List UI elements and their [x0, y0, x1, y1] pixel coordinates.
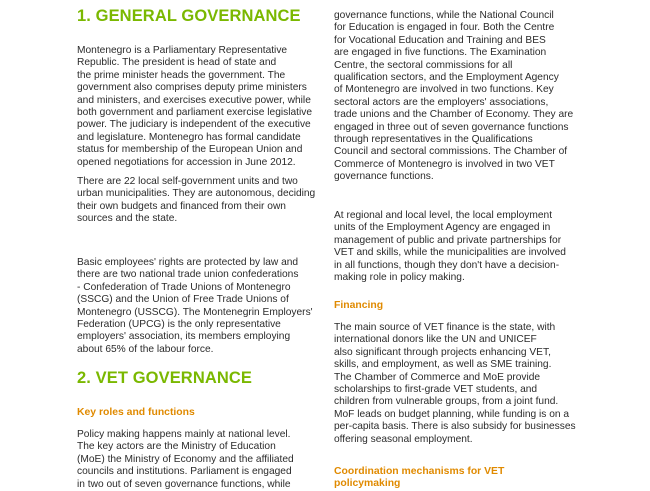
section-heading-vet-governance: 2. VET GOVERNANCE	[77, 369, 252, 387]
text-line: opened negotiations for accession in June 2012.	[77, 156, 296, 168]
text-line: VET and skills, while the municipalities are involved	[334, 247, 566, 259]
paragraph-social-partners	[77, 257, 313, 356]
text-line: sectoral actors are the employers' associations,	[334, 96, 549, 108]
text-line: The key actors are the Ministry of Education	[77, 441, 276, 453]
text-line: making role in policy making.	[334, 272, 465, 284]
text-line: for Vocational Education and Training and BES	[334, 34, 546, 46]
section-heading-general-governance: 1. GENERAL GOVERNANCE	[77, 7, 301, 25]
subheading-coordination	[334, 466, 504, 491]
text-line: about 65% of the labour force.	[77, 343, 214, 355]
text-line: through representatives in the Qualifications	[334, 134, 533, 146]
text-line: (SSCG) and the Union of Free Trade Unions of	[77, 294, 289, 306]
text-line: trade unions and the Chamber of Economy. They are	[334, 109, 574, 121]
paragraph-regional-local	[334, 210, 566, 284]
text-line: per-capita basis. There is also subsidy for businesses	[334, 421, 576, 433]
text-line: the prime minister heads the government. The	[77, 69, 286, 81]
text-line: Montenegro is a Parliamentary Representative	[77, 45, 288, 56]
text-line: both government and parliament exercise legislative	[77, 107, 313, 119]
text-line: their own budgets and financed from their own	[77, 200, 286, 212]
text-line: - Confederation of Trade Unions of Montenegro	[77, 281, 291, 293]
text-line: international donors like the UN and UNICEF	[334, 334, 537, 346]
text-line: The Chamber of Commerce and MoE provide	[334, 371, 541, 383]
text-line: power. The judiciary is independent of the executive	[77, 119, 311, 131]
text-line: governance functions, while the National Council	[334, 10, 554, 21]
text-line: Basic employees' rights are protected by law and	[77, 257, 299, 268]
text-line: status for membership of the European Union and	[77, 144, 303, 156]
text-line: MoF leads on budget planning, while funding is on a	[334, 408, 570, 420]
text-line: qualification sectors, and the Employment Agency	[334, 72, 559, 84]
paragraph-policy-making	[77, 429, 294, 491]
text-line: in all functions, though they don't have a decision-	[334, 259, 560, 271]
paragraph-financing	[334, 322, 576, 446]
text-line: Council and sectoral commissions. The Chamber of	[334, 146, 568, 158]
text-line: There are 22 local self-government units and two	[77, 176, 298, 187]
text-line: children from vulnerable groups, from a joint fund.	[334, 396, 559, 408]
text-line: employers' association, its members employing	[77, 331, 291, 343]
text-line: urban municipalities. They are autonomous, deciding	[77, 188, 316, 200]
text-line: sources and the state.	[77, 213, 178, 225]
text-line: are engaged in five functions. The Examination	[334, 47, 547, 59]
text-line: and legislature. Montenegro has formal candidate	[77, 131, 301, 143]
text-line: in two out of seven governance functions, while	[77, 478, 291, 490]
text-line: government also comprises deputy prime ministers	[77, 82, 307, 94]
text-line: engaged in three out of seven governance functions	[334, 121, 569, 133]
text-line: offering seasonal employment.	[334, 433, 473, 445]
text-line: Coordination mechanisms for VET	[334, 466, 505, 477]
text-line: Republic. The president is head of state and	[77, 57, 277, 69]
text-line: At regional and local level, the local employment	[334, 210, 553, 221]
text-line: Montenegro (USSCG). The Montenegrin Employers'	[77, 306, 313, 318]
text-line: of Montenegro are involved in two functions. Key	[334, 84, 554, 96]
text-line: Policy making happens mainly at national level.	[77, 429, 291, 440]
text-line: councils and institutions. Parliament is engaged	[77, 466, 292, 478]
text-line: management of public and private partnerships for	[334, 234, 562, 246]
paragraph-local-government	[77, 176, 315, 226]
text-line: Centre, the sectoral commissions for all	[334, 59, 513, 71]
text-line: and ministers, and exercises executive power, while	[77, 94, 311, 106]
text-line: units of the Employment Agency are engaged in	[334, 222, 551, 234]
text-line: Commerce of Montenegro is involved in two VET	[334, 158, 555, 170]
text-line: (MoE) the Ministry of Economy and the affiliated	[77, 453, 294, 465]
paragraph-political-system	[77, 45, 312, 169]
text-line: there are two national trade union confederations	[77, 269, 299, 281]
text-line: skills, and employment, as well as SME training.	[334, 359, 552, 371]
text-line: The main source of VET finance is the state, with	[334, 322, 556, 333]
subheading-key-roles: Key roles and functions	[77, 407, 195, 418]
subheading-financing: Financing	[334, 300, 384, 311]
text-line: for Education is engaged in four. Both the Centre	[334, 22, 555, 34]
paragraph-governance-functions	[334, 10, 573, 184]
text-line: scholarships to first-grade VET students, and	[334, 384, 538, 396]
text-line: also significant through projects enhancing VET,	[334, 346, 551, 358]
text-line: Federation (UPCG) is the only representative	[77, 319, 281, 331]
text-line: policymaking	[334, 478, 401, 490]
text-line: governance functions.	[334, 171, 434, 183]
